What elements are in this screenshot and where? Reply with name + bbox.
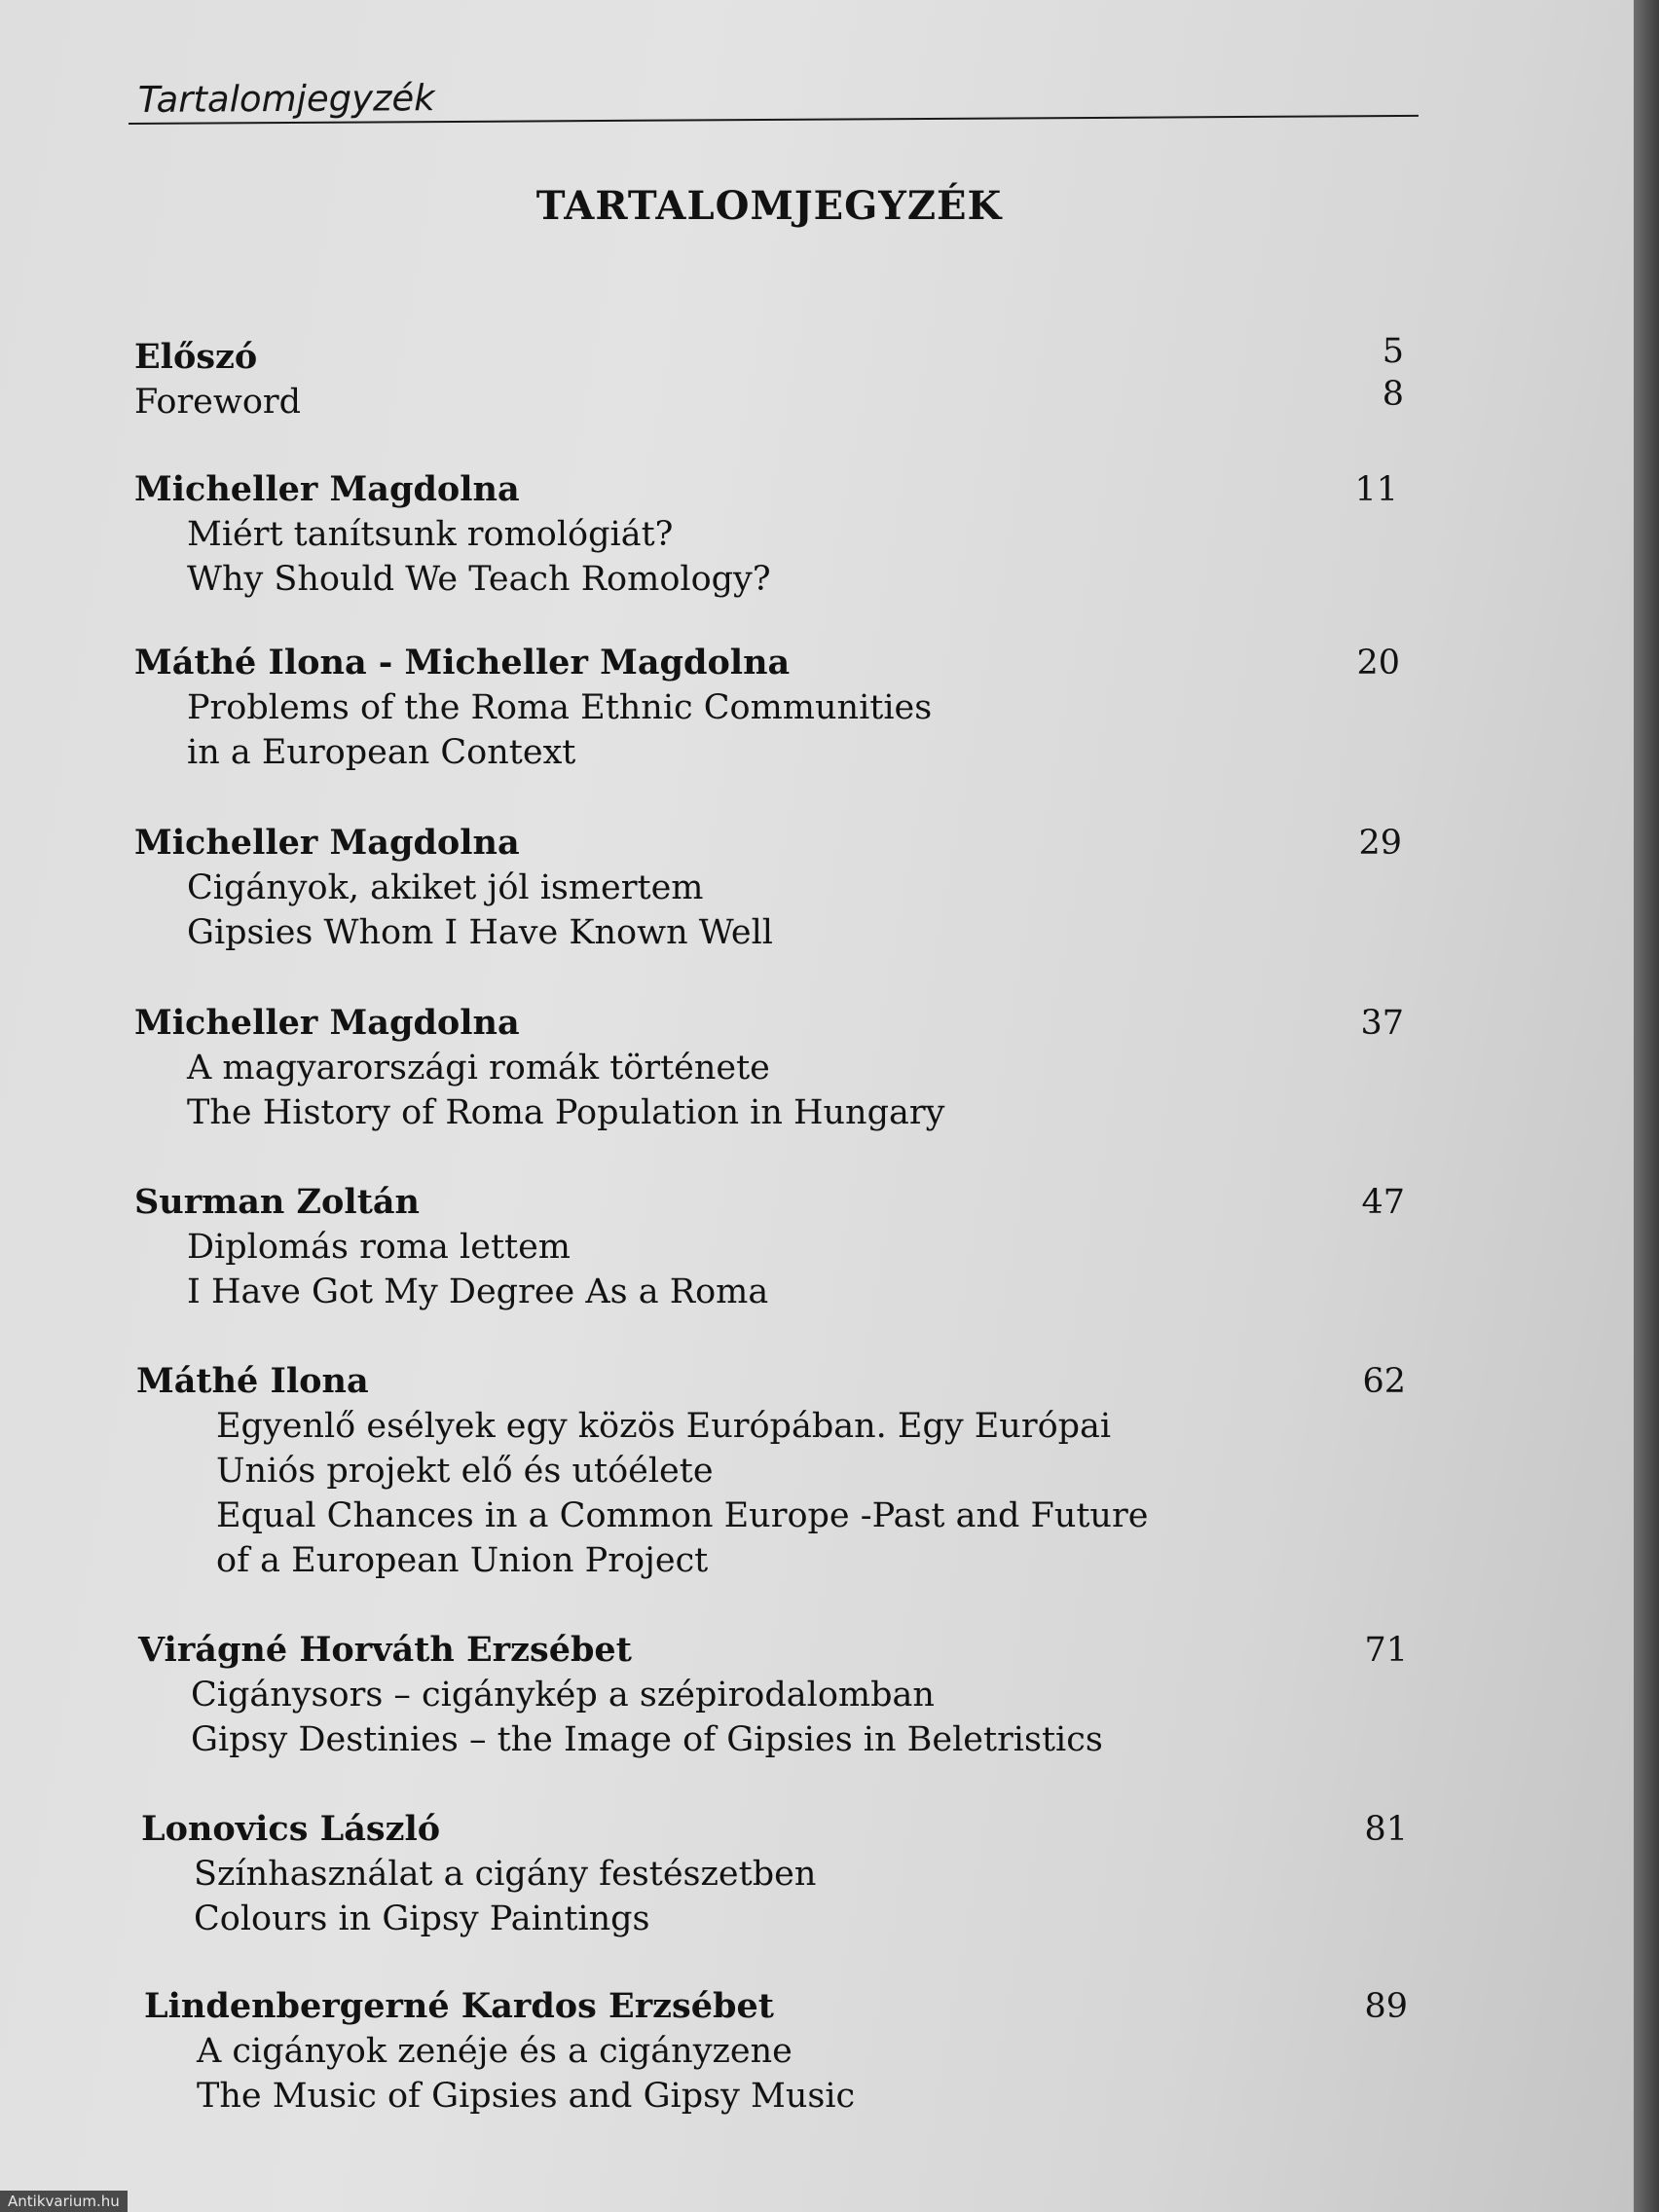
- entry-title-line: in a European Context: [187, 733, 576, 772]
- entry-title-hu: Miért tanítsunk romológiát?: [187, 515, 674, 554]
- entry-page-number: 81: [1364, 1810, 1408, 1849]
- entry-title-hu: A magyarországi romák története: [187, 1049, 770, 1088]
- entry-page-number: 37: [1360, 1004, 1404, 1043]
- entry-author: Lonovics László: [141, 1809, 441, 1849]
- toc-entry: [0, 1359, 1421, 1583]
- entry-title-hu: Uniós projekt elő és utóélete: [216, 1452, 714, 1491]
- entry-title-en: of a European Union Project: [216, 1541, 709, 1580]
- entry-title-en: I Have Got My Degree As a Roma: [187, 1272, 769, 1311]
- entry-title-hu: Színhasználat a cigány festészetben: [194, 1855, 817, 1894]
- preface-title: Előszó: [134, 337, 258, 377]
- entry-title-en: The History of Roma Population in Hungary: [187, 1093, 945, 1132]
- toc-entry: [0, 1001, 1421, 1135]
- book-spine-shadow: [1634, 0, 1659, 2212]
- entry-page-number: 47: [1361, 1183, 1405, 1222]
- entry-title-en: The Music of Gipsies and Gipsy Music: [197, 2077, 856, 2116]
- entry-title-en: Gipsies Whom I Have Known Well: [187, 913, 773, 952]
- preface-page-number: 5: [1382, 332, 1404, 371]
- entry-page-number: 71: [1364, 1631, 1408, 1670]
- running-header: [129, 56, 1419, 125]
- entry-title-en: Equal Chances in a Common Europe -Past and Future: [216, 1496, 1149, 1535]
- entry-title-hu: A cigányok zenéje és a cigányzene: [197, 2032, 793, 2071]
- toc-entry: [0, 1628, 1421, 1762]
- entry-author: Lindenbergerné Kardos Erzsébet: [144, 1986, 774, 2026]
- entry-page-number: 89: [1364, 1987, 1408, 2026]
- entry-title-hu: Cigánysors – cigánykép a szépirodalomban: [191, 1676, 935, 1714]
- page-title: TARTALOMJEGYZÉK: [535, 183, 1003, 229]
- watermark: Antikvarium.hu: [0, 2191, 128, 2212]
- foreword-title: Foreword: [134, 383, 302, 422]
- toc-entry-preface: [0, 332, 1421, 424]
- foreword-page-number: 8: [1382, 375, 1404, 414]
- entry-title-line: Problems of the Roma Ethnic Communities: [187, 688, 933, 727]
- running-header-title: Tartalomjegyzék: [137, 77, 435, 121]
- entry-title-hu: Diplomás roma lettem: [187, 1228, 571, 1267]
- entry-page-number: 62: [1362, 1362, 1406, 1401]
- entry-author: Máthé Ilona - Micheller Magdolna: [134, 643, 791, 682]
- entry-page-number: 20: [1356, 644, 1400, 682]
- toc-entry: [0, 1807, 1421, 1941]
- entry-page-number: 29: [1358, 824, 1402, 863]
- entry-author: Virágné Horváth Erzsébet: [138, 1630, 632, 1670]
- entry-author: Surman Zoltán: [134, 1182, 420, 1222]
- entry-author: Micheller Magdolna: [134, 823, 520, 863]
- toc-entry: [0, 1180, 1421, 1314]
- entry-title-hu: Egyenlő esélyek egy közös Európában. Egy Európai: [216, 1407, 1112, 1446]
- entry-author: Micheller Magdolna: [134, 469, 520, 509]
- entry-page-number: 11: [1354, 470, 1398, 509]
- toc-entry: [0, 821, 1421, 955]
- entry-author: Micheller Magdolna: [134, 1003, 520, 1043]
- entry-title-hu: Cigányok, akiket jól ismertem: [187, 868, 704, 907]
- toc-entry: [0, 641, 1421, 775]
- entry-author: Máthé Ilona: [136, 1361, 369, 1401]
- entry-title-en: Gipsy Destinies – the Image of Gipsies in Beletristics: [191, 1720, 1103, 1759]
- toc-entry: [0, 1984, 1421, 2119]
- entry-title-en: Why Should We Teach Romology?: [187, 560, 771, 599]
- toc-entry: [0, 467, 1421, 602]
- entry-title-en: Colours in Gipsy Paintings: [194, 1899, 650, 1938]
